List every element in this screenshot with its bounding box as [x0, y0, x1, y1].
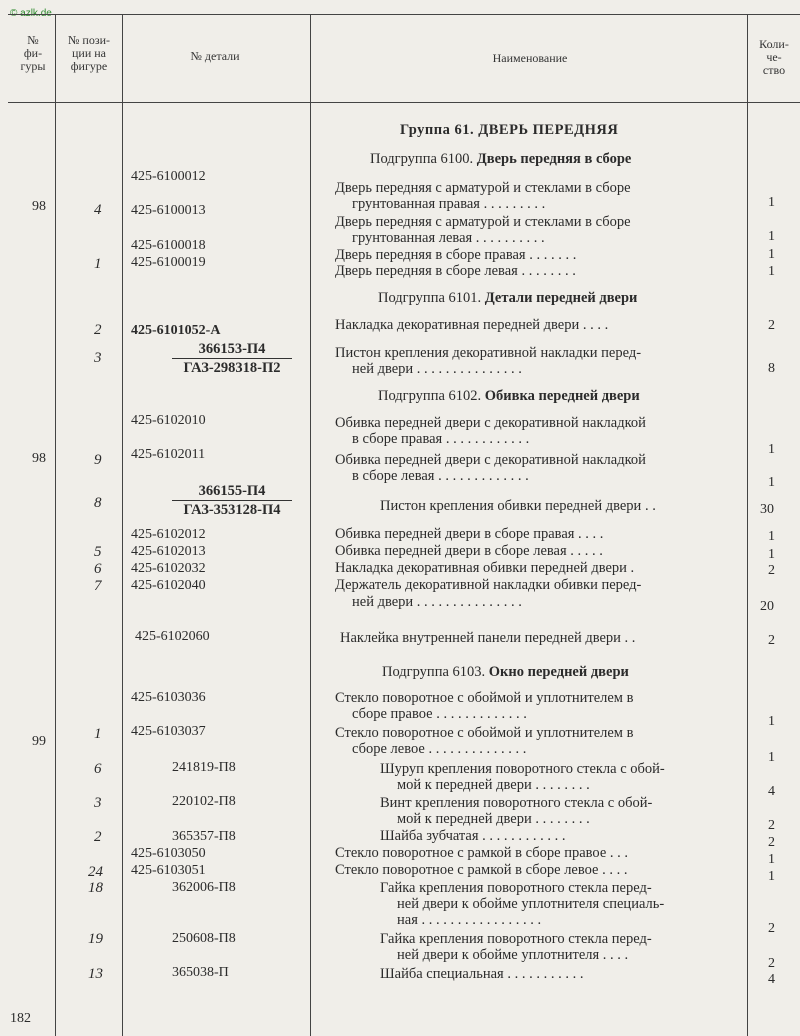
subgroup-title: Подгруппа 6101. Детали передней двери [378, 290, 638, 306]
part-name: Пистон крепления декоративной накладки перед- [335, 345, 642, 361]
part-name: Пистон крепления обивки передней двери . . [380, 498, 656, 514]
part-name: Шайба специальная . . . . . . . . . . . [380, 966, 584, 982]
position-number: 7 [94, 578, 102, 594]
quantity: 8 [768, 361, 775, 376]
part-name: Обивка передней двери с декоративной накладкой [335, 415, 646, 431]
position-number: 3 [94, 795, 102, 811]
part-name: Стекло поворотное с обоймой и уплотнителем в [335, 690, 634, 706]
part-number: 220102-П8 [172, 794, 236, 809]
part-number: 425-6102012 [131, 527, 206, 542]
quantity: 1 [768, 442, 775, 457]
quantity: 2 [768, 633, 775, 648]
part-name: Стекло поворотное с обоймой и уплотнителем в [335, 725, 634, 741]
quantity: 1 [768, 750, 775, 765]
header-name: Наименование [492, 51, 568, 65]
quantity: 4 [768, 784, 775, 799]
position-number: 1 [94, 726, 102, 742]
quantity: 20 [760, 599, 774, 614]
watermark: © azlk.de [10, 8, 52, 19]
position-number: 9 [94, 452, 102, 468]
part-name: Дверь передняя в сборе правая . . . . . . . [335, 247, 577, 263]
part-name: Дверь передняя с арматурой и стеклами в сборе [335, 214, 631, 230]
column-divider [122, 14, 123, 1036]
header-pos: № пози- ции на фигуре [67, 33, 111, 73]
quantity: 1 [768, 195, 775, 210]
position-number: 8 [94, 495, 102, 511]
quantity: 30 [760, 502, 774, 517]
part-name: ней двери . . . . . . . . . . . . . . . [352, 361, 522, 377]
position-number: 2 [94, 829, 102, 845]
subgroup-title: Подгруппа 6100. Дверь передняя в сборе [370, 151, 632, 167]
part-name: Наклейка внутренней панели передней двери . . [340, 630, 636, 646]
column-divider [747, 14, 748, 1036]
quantity: 1 [768, 529, 775, 544]
part-name: Стекло поворотное с рамкой в сборе левое . . . . [335, 862, 628, 878]
quantity: 1 [768, 547, 775, 562]
position-number: 6 [94, 561, 102, 577]
fraction-part-number: 366155-П4 ГАЗ-353128-П4 [172, 482, 292, 519]
part-name: грунтованная левая . . . . . . . . . . [352, 230, 545, 246]
part-number: 425-6103036 [131, 690, 206, 705]
quantity: 2 [768, 835, 775, 850]
quantity: 4 [768, 972, 775, 987]
part-number: 250608-П8 [172, 931, 236, 946]
part-number: 425-6102040 [131, 578, 206, 593]
part-name: сборе правое . . . . . . . . . . . . . [352, 706, 527, 722]
part-name: Накладка декоративная передней двери . . . . [335, 317, 609, 333]
part-name: в сборе правая . . . . . . . . . . . . [352, 431, 530, 447]
position-number: 2 [94, 322, 102, 338]
quantity: 2 [768, 563, 775, 578]
part-number: 362006-П8 [172, 880, 236, 895]
part-number: 425-6102011 [131, 447, 206, 462]
figure-number: 98 [32, 451, 46, 466]
part-number: 425-6103037 [131, 724, 206, 739]
part-name: ней двери . . . . . . . . . . . . . . . [352, 594, 522, 610]
quantity: 2 [768, 318, 775, 333]
part-name: ная . . . . . . . . . . . . . . . . . [397, 912, 542, 928]
part-number: 425-6100019 [131, 255, 206, 270]
group-title: Группа 61. ДВЕРЬ ПЕРЕДНЯЯ [400, 122, 619, 138]
figure-number: 99 [32, 734, 46, 749]
position-number: 19 [88, 931, 103, 947]
part-number: 425-6100013 [131, 203, 206, 218]
column-divider [55, 14, 56, 1036]
figure-number: 98 [32, 199, 46, 214]
position-number: 24 [88, 864, 103, 880]
subgroup-title: Подгруппа 6103. Окно передней двери [382, 664, 629, 680]
header-qty: Коли- че- ство [759, 37, 789, 77]
part-name: Накладка декоративная обивки передней двери . [335, 560, 635, 576]
part-number: 425-6102010 [131, 413, 206, 428]
header-fig: № фи- гуры [20, 33, 46, 73]
part-name: сборе левое . . . . . . . . . . . . . . [352, 741, 527, 757]
part-name: Обивка передней двери в сборе левая . . . . . [335, 543, 603, 559]
position-number: 6 [94, 761, 102, 777]
quantity: 1 [768, 852, 775, 867]
page-number: 182 [10, 1011, 31, 1026]
part-name: ней двери к обойме уплотнителя специаль- [397, 896, 665, 912]
position-number: 4 [94, 202, 102, 218]
column-divider [310, 14, 311, 1036]
part-number: 365038-П [172, 965, 229, 980]
part-name: Обивка передней двери в сборе правая . . . . [335, 526, 604, 542]
quantity: 1 [768, 714, 775, 729]
part-name: Гайка крепления поворотного стекла перед- [380, 931, 652, 947]
part-name: ней двери к обойме уплотнителя . . . . [397, 947, 629, 963]
position-number: 5 [94, 544, 102, 560]
quantity: 1 [768, 869, 775, 884]
part-name: Дверь передняя в сборе левая . . . . . . . . [335, 263, 576, 279]
part-number: 425-6101052-А [131, 323, 221, 338]
part-name: мой к передней двери . . . . . . . . [397, 777, 590, 793]
part-number: 425-6102060 [135, 629, 210, 644]
part-name: в сборе левая . . . . . . . . . . . . . [352, 468, 529, 484]
quantity: 2 [768, 818, 775, 833]
part-name: Обивка передней двери с декоративной накладкой [335, 452, 646, 468]
part-number: 425-6100012 [131, 169, 206, 184]
part-name: мой к передней двери . . . . . . . . [397, 811, 590, 827]
part-name: Гайка крепления поворотного стекла перед- [380, 880, 652, 896]
quantity: 1 [768, 229, 775, 244]
part-number: 425-6102032 [131, 561, 206, 576]
position-number: 13 [88, 966, 103, 982]
quantity: 1 [768, 247, 775, 262]
part-name: Шуруп крепления поворотного стекла с обой- [380, 761, 665, 777]
quantity: 1 [768, 264, 775, 279]
part-name: Шайба зубчатая . . . . . . . . . . . . [380, 828, 566, 844]
part-number: 425-6103051 [131, 863, 206, 878]
position-number: 18 [88, 880, 103, 896]
part-name: Дверь передняя с арматурой и стеклами в сборе [335, 180, 631, 196]
part-number: 365357-П8 [172, 829, 236, 844]
part-name: грунтованная правая . . . . . . . . . [352, 196, 546, 212]
fraction-part-number: 366153-П4 ГАЗ-298318-П2 [172, 340, 292, 377]
part-name: Винт крепления поворотного стекла с обой- [380, 795, 653, 811]
position-number: 1 [94, 256, 102, 272]
part-number: 425-6102013 [131, 544, 206, 559]
position-number: 3 [94, 350, 102, 366]
header-bottom-rule [8, 102, 800, 103]
part-name: Стекло поворотное с рамкой в сборе правое . . . [335, 845, 629, 861]
header-part: № детали [190, 49, 240, 63]
part-number: 241819-П8 [172, 760, 236, 775]
quantity: 1 [768, 475, 775, 490]
part-name: Держатель декоративной накладки обивки перед- [335, 577, 642, 593]
subgroup-title: Подгруппа 6102. Обивка передней двери [378, 388, 640, 404]
quantity: 2 [768, 921, 775, 936]
quantity: 2 [768, 956, 775, 971]
part-number: 425-6100018 [131, 238, 206, 253]
header-top-rule [8, 14, 800, 15]
part-number: 425-6103050 [131, 846, 206, 861]
